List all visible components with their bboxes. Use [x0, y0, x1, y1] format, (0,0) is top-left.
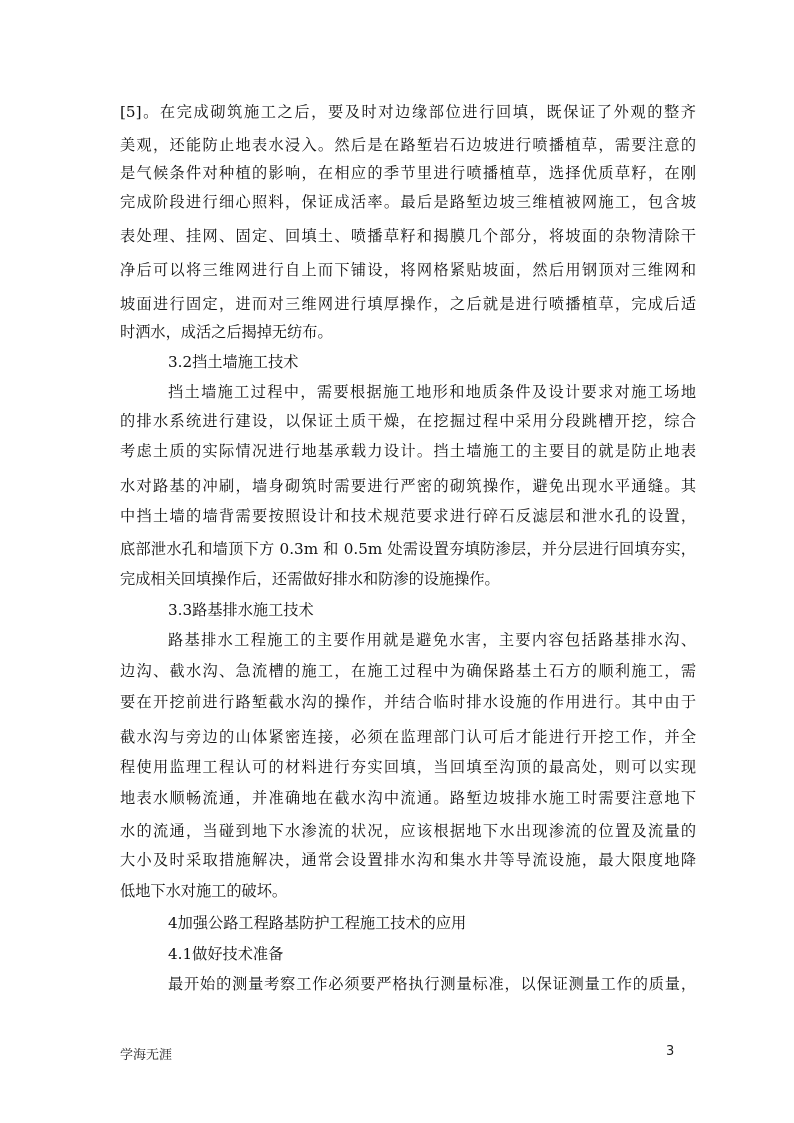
text-line: 路基排水工程施工的主要作用就是避免水害，主要内容包括路基排水沟、 — [168, 631, 696, 649]
text-line: 截水沟与旁边的山体紧密连接，必须在监理部门认可后才能进行开挖工作，并全 — [120, 728, 696, 746]
text-line: 水对路基的冲刷，墙身砌筑时需要进行严密的砌筑操作，避免出现水平通缝。其 — [120, 477, 696, 495]
text-line: 中挡土墙的墙背需要按照设计和技术规范要求进行碎石反滤层和泄水孔的设置， — [120, 507, 696, 525]
section-heading-3-2: 3.2挡土墙施工技术 — [168, 353, 299, 371]
text-line: 水的流通，当碰到地下水渗流的状况，应该根据地下水出现渗流的位置及流量的 — [120, 822, 696, 840]
text-line: 大小及时采取措施解决，通常会设置排水沟和集水井等导流设施，最大限度地降 — [120, 851, 696, 869]
text-line: 程使用监理工程认可的材料进行夯实回填，当回填至沟顶的最高处，则可以实现 — [120, 758, 696, 776]
text-line: 完成阶段进行细心照料，保证成活率。最后是路堑边坡三维植被网施工，包含坡 — [120, 193, 696, 211]
text-line: 底部泄水孔和墙顶下方 0.3m 和 0.5m 处需设置夯填防渗层，并分层进行回填夯实， — [120, 540, 696, 558]
text-line: 时洒水，成活之后揭掉无纺布。 — [120, 323, 333, 341]
text-line: 要在开挖前进行路堑截水沟的操作，并结合临时排水设施的作用进行。其中由于 — [120, 693, 696, 711]
text-line: 完成相关回填操作后，还需做好排水和防渗的设施操作。 — [120, 570, 500, 588]
text-line: 坡面进行固定，进而对三维网进行填厚操作，之后就是进行喷播植草，完成后适 — [120, 295, 696, 313]
text-line: 美观，还能防止地表水浸入。然后是在路堑岩石边坡进行喷播植草，需要注意的 — [120, 136, 696, 154]
text-line: 最开始的测量考察工作必须要严格执行测量标准，以保证测量工作的质量， — [168, 975, 696, 993]
footer-text: 学海无涯 — [120, 1048, 173, 1063]
text-line: 净后可以将三维网进行自上而下铺设，将网格紧贴坡面，然后用钢顶对三维网和 — [120, 261, 696, 279]
page-number: 3 — [666, 1044, 675, 1059]
text-line: [5]。在完成砌筑施工之后，要及时对边缘部位进行回填，既保证了外观的整齐 — [120, 103, 696, 121]
text-line: 低地下水对施工的破坏。 — [120, 882, 288, 900]
text-line: 是气候条件对种植的影响，在相应的季节里进行喷播植草，选择优质草籽，在刚 — [120, 164, 696, 182]
text-line: 地表水顺畅流通，并准确地在截水沟中流通。路堑边坡排水施工时需要注意地下 — [120, 789, 696, 807]
section-heading-3-3: 3.3路基排水施工技术 — [168, 601, 314, 619]
text-line: 考虑土质的实际情况进行地基承载力设计。挡土墙施工的主要目的就是防止地表 — [120, 442, 696, 460]
section-heading-4-1: 4.1做好技术准备 — [168, 945, 284, 963]
text-line: 边沟、截水沟、急流槽的施工，在施工过程中为确保路基土石方的顺利施工，需 — [120, 662, 696, 680]
text-line: 挡土墙施工过程中，需要根据施工地形和地质条件及设计要求对施工场地 — [168, 383, 696, 401]
text-line: 的排水系统进行建设，以保证土质干燥，在挖掘过程中采用分段跳槽开挖，综合 — [120, 412, 696, 430]
text-line: 表处理、挂网、固定、回填土、喷播草籽和揭膜几个部分，将坡面的杂物清除干 — [120, 227, 696, 245]
section-heading-4: 4加强公路工程路基防护工程施工技术的应用 — [168, 914, 467, 932]
